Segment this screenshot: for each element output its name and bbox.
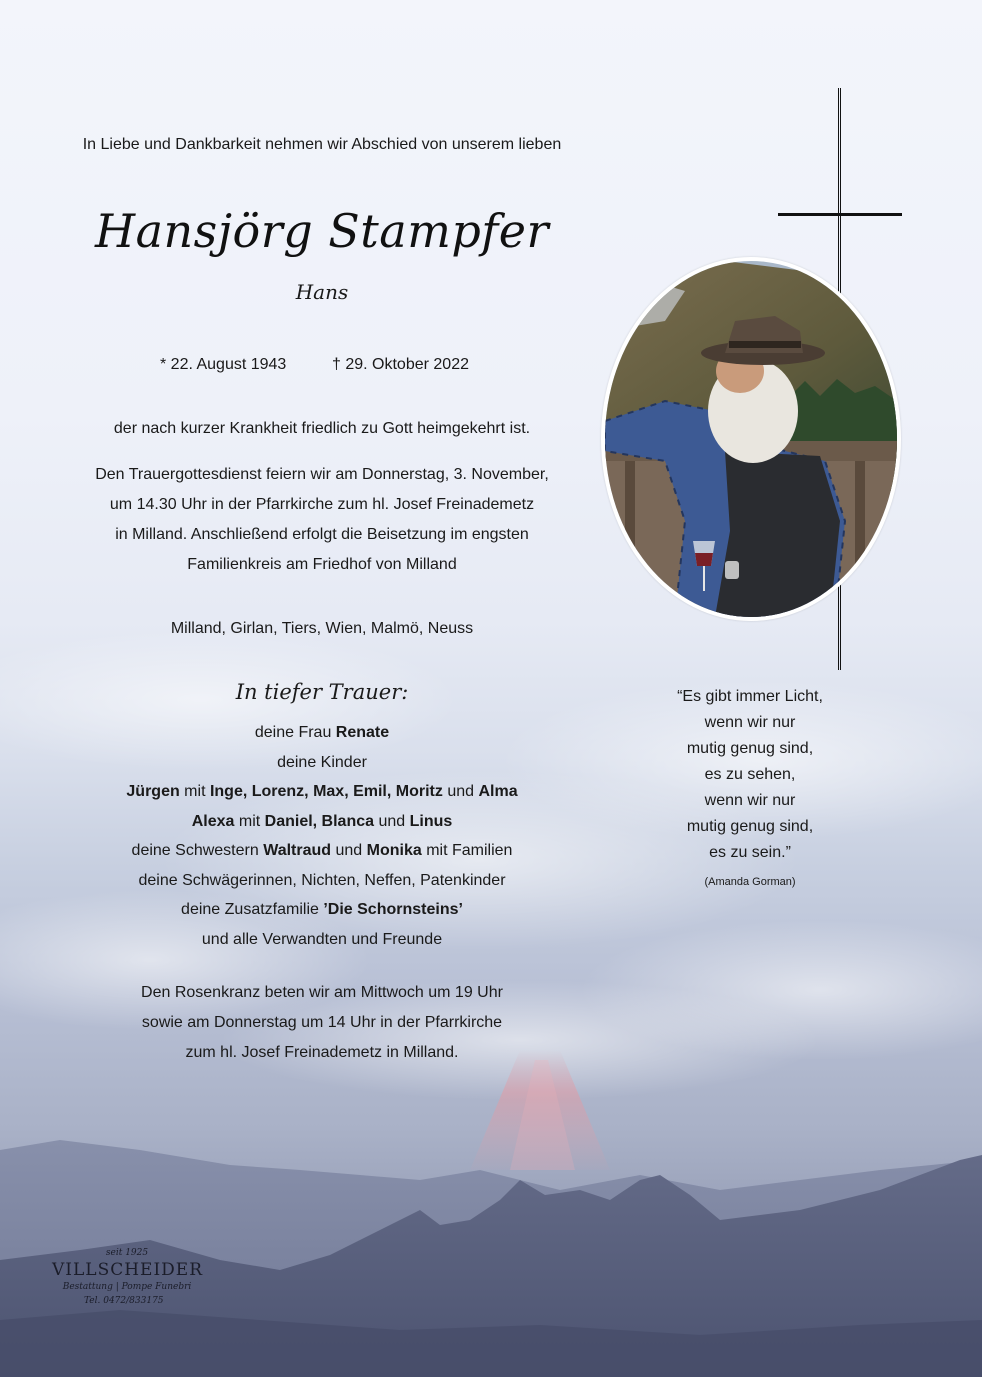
quote-line: wenn wir nur bbox=[704, 714, 796, 731]
portrait-photo bbox=[605, 261, 897, 617]
quote-line: es zu sein.” bbox=[709, 844, 791, 861]
mourners-list bbox=[40, 718, 604, 954]
mourner-line: Alexa mit Daniel, Blanca und Linus bbox=[191, 812, 453, 830]
lead-text: In Liebe und Dankbarkeit nehmen wir Abschied von unserem lieben bbox=[82, 136, 562, 153]
mourner-line: Jürgen mit Inge, Lorenz, Max, Emil, Moritz und Alma bbox=[126, 783, 518, 800]
mourner-line: deine Frau Renate bbox=[254, 724, 390, 741]
birth-date: * 22. August 1943 bbox=[160, 356, 287, 373]
rosary-line: zum hl. Josef Freinademetz in Milland. bbox=[185, 1044, 459, 1061]
mourner-line: deine Schwestern Waltraud und Monika mit Familien bbox=[131, 842, 513, 859]
mourner-line: deine Schwägerinnen, Nichten, Neffen, Patenkinder bbox=[138, 871, 506, 889]
quote-line: es zu sehen, bbox=[704, 766, 796, 783]
funeral-home-logo bbox=[52, 1248, 202, 1306]
quote-line: wenn wir nur bbox=[704, 792, 796, 809]
deceased-nickname: Hans bbox=[295, 280, 349, 304]
service-line: um 14.30 Uhr in der Pfarrkirche zum hl. Josef Freinademetz bbox=[109, 496, 535, 513]
quote-line: mutig genug sind, bbox=[686, 818, 814, 835]
places-text: Milland, Girlan, Tiers, Wien, Malmö, Neuss bbox=[170, 620, 474, 637]
logo-phone: Tel. 0472/833175 bbox=[84, 1296, 164, 1306]
quote-line: mutig genug sind, bbox=[686, 740, 814, 757]
quote-author: (Amanda Gorman) bbox=[704, 876, 796, 888]
service-info bbox=[40, 460, 604, 580]
logo-brand: VILLSCHEIDER bbox=[52, 1260, 204, 1280]
logo-subtitle: Bestattung | Pompe Funebri bbox=[62, 1282, 192, 1292]
deceased-name: Hansjörg Stampfer bbox=[94, 204, 549, 258]
service-line: Familienkreis am Friedhof von Milland bbox=[187, 556, 457, 573]
service-line: in Milland. Anschließend erfolgt die Beisetzung im engsten bbox=[115, 526, 529, 543]
mourner-line: und alle Verwandten und Freunde bbox=[201, 930, 443, 948]
service-line: Den Trauergottesdienst feiern wir am Donnerstag, 3. November, bbox=[95, 466, 549, 483]
death-date: † 29. Oktober 2022 bbox=[332, 356, 469, 373]
mourner-line: deine Zusatzfamilie ’Die Schornsteins’ bbox=[181, 901, 463, 918]
logo-since: seit 1925 bbox=[105, 1248, 149, 1258]
quote-line: “Es gibt immer Licht, bbox=[677, 688, 823, 705]
rosary-info bbox=[40, 978, 604, 1068]
passing-text: der nach kurzer Krankheit friedlich zu Gott heimgekehrt ist. bbox=[113, 420, 531, 437]
mourning-title: In tiefer Trauer: bbox=[235, 680, 409, 704]
rosary-line: Den Rosenkranz beten wir am Mittwoch um 19 Uhr bbox=[141, 984, 503, 1001]
mourner-line: deine Kinder bbox=[277, 753, 367, 771]
rosary-line: sowie am Donnerstag um 14 Uhr in der Pfarrkirche bbox=[141, 1014, 503, 1031]
quote bbox=[640, 684, 860, 866]
